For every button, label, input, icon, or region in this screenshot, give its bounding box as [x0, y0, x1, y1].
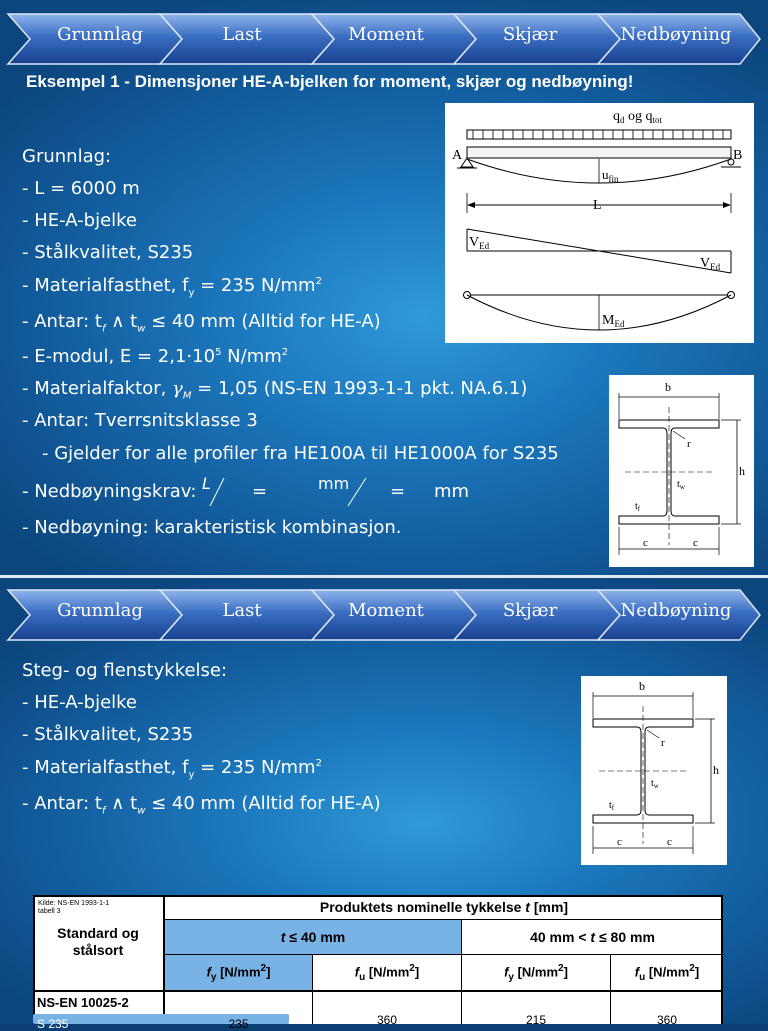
- assume-sub-w: w: [137, 323, 146, 335]
- web-thickness-label: $t_w$: [677, 479, 685, 491]
- shear-label-left: $V_{Ed}$: [469, 235, 490, 251]
- strength-line: [22, 275, 322, 299]
- moment-label: $M_{Ed}$: [602, 313, 625, 329]
- emodulus-line: [22, 346, 288, 367]
- radius-r-label: r: [687, 438, 691, 450]
- tab-nedboyning[interactable]: Nedbøyning: [620, 24, 732, 45]
- width-b-label: b: [639, 679, 645, 693]
- fraction-2-numerator: mm: [318, 474, 350, 493]
- strength-sub: y: [188, 769, 195, 781]
- group-header-2: 40 mm < t ≤ 80 mm: [530, 929, 655, 945]
- assume-suffix: ≤ 40 mm (Alltid for HE-A): [145, 311, 381, 332]
- fraction-1-numerator: L: [202, 474, 211, 493]
- tab-nedboyning[interactable]: Nedbøyning: [620, 600, 732, 621]
- tab-moment[interactable]: Moment: [348, 24, 424, 45]
- strength-sub: y: [188, 287, 195, 299]
- shear-label-right: $V_{Ed}$: [700, 256, 721, 272]
- web-thickness-label: $t_w$: [651, 778, 659, 790]
- c-right-label: c: [667, 836, 672, 848]
- flange-thickness-label: $t_f$: [635, 501, 641, 513]
- tab-grunnlag[interactable]: Grunnlag: [57, 600, 143, 621]
- factor-prefix: - Materialfaktor,: [22, 378, 173, 399]
- tab-last[interactable]: Last: [222, 600, 262, 621]
- col-fy-1: $f_y$ $[N/mm^2]$: [206, 963, 271, 983]
- nav-bar-2: [0, 586, 768, 644]
- class-line: - Antar: Tverrsnitsklasse 3: [22, 410, 258, 431]
- beam-line-2: - HE-A-bjelke: [22, 692, 137, 713]
- flange-thickness-label: $t_f$: [609, 800, 615, 812]
- support-a-label: A: [452, 148, 463, 163]
- emod-sup: 5: [215, 347, 222, 358]
- tab-skjaer[interactable]: Skjær: [502, 600, 558, 621]
- length-line: - L = 6000 m: [22, 178, 140, 199]
- section-diagram: [609, 375, 754, 567]
- gamma-symbol: γ: [172, 378, 183, 399]
- material-factor-line: [22, 378, 527, 402]
- col-fy-2: $f_y$ $[N/mm^2]$: [504, 963, 568, 983]
- emod-unit: N/mm: [221, 346, 282, 367]
- nav-bar: [0, 10, 768, 68]
- section-diagram-2: [581, 676, 727, 865]
- col-standard-header: Standard og stålsort: [57, 925, 139, 958]
- equals-2: =: [390, 481, 406, 502]
- radius-r-label: r: [661, 737, 665, 749]
- tab-last[interactable]: Last: [222, 24, 262, 45]
- class-note-line: - Gjelder for alle profiler fra HE100A til HE1000A for S235: [42, 443, 559, 464]
- steel-line: - Stålkvalitet, S235: [22, 242, 194, 263]
- c-left-label: c: [617, 836, 622, 848]
- tab-grunnlag[interactable]: Grunnlag: [57, 24, 143, 45]
- group-header-1: t ≤ 40 mm: [280, 929, 346, 945]
- width-b-label: b: [665, 380, 671, 394]
- beam-line: - HE-A-bjelke: [22, 210, 137, 231]
- assume-prefix: - Antar: t: [22, 793, 102, 814]
- height-h-label: h: [739, 464, 745, 478]
- steel-line-2: - Stålkvalitet, S235: [22, 724, 194, 745]
- strength-prefix: - Materialfasthet, f: [22, 757, 189, 778]
- table-hline-3: [33, 990, 723, 992]
- assume-sub-f: f: [101, 805, 106, 817]
- deflection-combination-line: - Nedbøyning: karakteristisk kombinasjon.: [22, 517, 402, 538]
- row-standard: NS-EN 10025-2: [37, 995, 129, 1010]
- slide-title: Eksempel 1 - Dimensjoner HE-A-bjelken for moment, skjær og nedbøyning!: [26, 72, 634, 91]
- fraction-slash-1: [206, 476, 226, 508]
- section-heading: Grunnlag:: [22, 146, 112, 167]
- strength-value: = 235 N/mm: [194, 275, 316, 296]
- table-source: Kilde: NS-EN 1993-1-1 tabell 3: [38, 900, 110, 915]
- header-main: Produktets nominelle tykkelse t [mm]: [319, 899, 569, 915]
- assume-and: ∧ t: [105, 311, 138, 332]
- c-left-label: c: [643, 537, 648, 549]
- deflection-requirement-line: - Nedbøyningskrav:: [22, 481, 197, 502]
- height-h-label: h: [713, 763, 719, 777]
- value-fu-1: 360: [376, 1013, 398, 1027]
- factor-value: = 1,05 (NS-EN 1993-1-1 pkt. NA.6.1): [191, 378, 528, 399]
- length-label: L: [593, 198, 602, 213]
- value-fy-1: 235: [228, 1017, 249, 1031]
- section-heading-2: Steg- og flenstykkelse:: [22, 660, 228, 681]
- tab-moment[interactable]: Moment: [348, 600, 424, 621]
- assume-prefix: - Antar: t: [22, 311, 102, 332]
- col-fu-1: $f_u$ $[N/mm^2]$: [354, 963, 420, 983]
- strength-sup: 2: [315, 276, 322, 287]
- equals-1: =: [252, 481, 268, 502]
- strength-prefix: - Materialfasthet, f: [22, 275, 189, 296]
- assume-sub-f: f: [101, 323, 106, 335]
- beam-diagram: [445, 103, 754, 343]
- factor-sub: M: [182, 390, 192, 402]
- fraction-slash-2: [344, 476, 368, 508]
- assume-and: ∧ t: [105, 793, 138, 814]
- deflection-label: $u_{fin}$: [602, 167, 619, 184]
- assume-sub-w: w: [137, 805, 146, 817]
- value-fu-2: 360: [656, 1013, 678, 1027]
- assumption-line-2: [22, 793, 381, 817]
- c-right-label: c: [693, 537, 698, 549]
- emod-sup2: 2: [281, 347, 289, 358]
- value-fy-2: 215: [525, 1013, 547, 1027]
- assume-suffix: ≤ 40 mm (Alltid for HE-A): [145, 793, 381, 814]
- strength-value: = 235 N/mm: [194, 757, 316, 778]
- emod-prefix: - E-modul, E = 2,1·10: [22, 346, 216, 367]
- steel-strength-table: [33, 895, 723, 1031]
- strength-sup: 2: [315, 758, 322, 769]
- load-label: $q_d$ og $q_{tot}$: [613, 109, 663, 125]
- row-grade: S 235: [37, 1017, 69, 1031]
- strength-line-2: [22, 757, 322, 781]
- tab-skjaer[interactable]: Skjær: [502, 24, 558, 45]
- support-b-label: B: [733, 148, 743, 163]
- col-fu-2: $f_u$ $[N/mm^2]$: [634, 963, 700, 983]
- assumption-line: [22, 311, 381, 335]
- unit-mm: mm: [434, 481, 470, 502]
